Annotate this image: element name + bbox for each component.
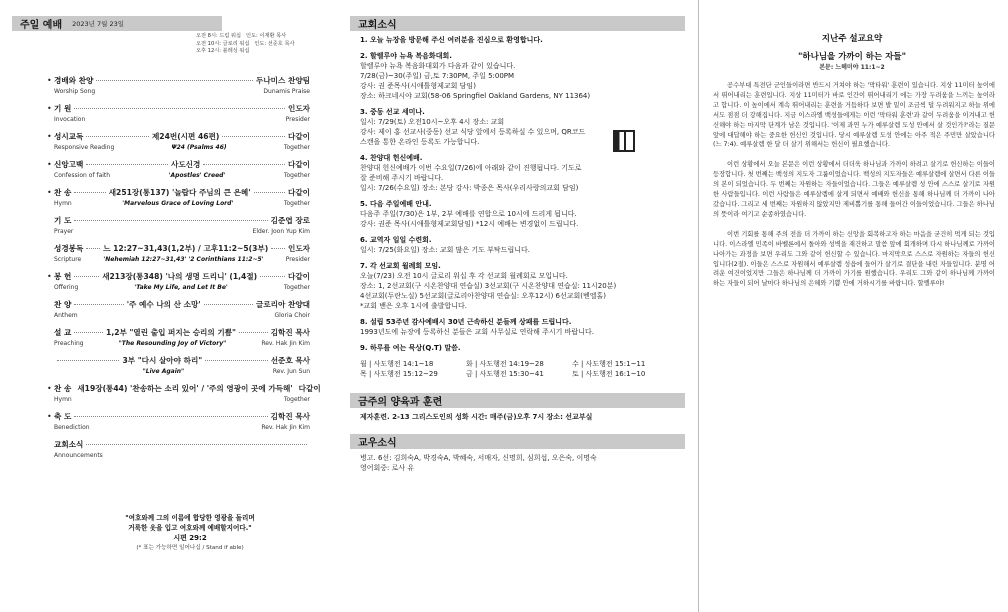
service-item-leader: 다같이: [288, 272, 311, 281]
service-item-name-en: Invocation: [54, 116, 86, 123]
news-item: [360, 235, 677, 255]
bullet-icon: •: [47, 412, 52, 421]
news-item-line: 강사: 제이 홍 선교사(중동) 선교 식당 앞에서 등록하실 수 있으며, QR코드: [360, 128, 586, 136]
bullet-icon: •: [47, 160, 52, 169]
service-item-leader-en: Dunamis Praise: [263, 88, 310, 95]
service-item-name: 기 원: [54, 104, 72, 113]
service-item-english: [54, 284, 310, 292]
news-item-line: 스캔을 통한 온라인 등록도 가능합니다.: [360, 138, 480, 146]
news-item-line: 일시: 7/29(토) 오전10시~오후 4시 장소: 교회: [360, 118, 505, 126]
training-line: 제자훈련. 2-13 그리스도인의 성화 시간: 매주(금)오후 7시 장소: 선교부실: [360, 413, 593, 421]
training-header-title: 금주의 양육과 훈련: [358, 397, 443, 408]
service-item-leader: 다같이: [288, 132, 311, 141]
service-item-content: 새251장(통137) '놀랍다 주님의 큰 은혜': [108, 188, 251, 197]
news-item-line: 찬양대 헌신예배가 이번 수요일(7/26)에 아래와 같이 진행됩니다. 기도로: [360, 164, 582, 172]
service-item-content: 제24번(시편 46편): [151, 132, 220, 141]
news-item-line: 1993년도에 뉴장에 등록하신 분들은 교회 사무실로 연락해 주시기 바랍니다.: [360, 328, 594, 336]
dotted-leader: [239, 332, 268, 333]
service-item-content-en: "Live Again": [142, 368, 185, 375]
worship-order-column: [0, 0, 340, 612]
service-item-content: 사도신경: [171, 160, 201, 169]
news-item-title: 5. 다음 주일예배 안내.: [360, 200, 432, 208]
service-item: [47, 188, 310, 198]
service-item-leader: 김학진 목사: [270, 328, 311, 337]
service-item-leader: 김준엽 장로: [270, 216, 310, 225]
service-item-content: '주 예수 나의 산 소망': [126, 300, 201, 309]
dotted-leader: [57, 360, 119, 361]
qt-cell: 수 | 사도행전 15:1~11: [572, 360, 646, 368]
service-item-english: [54, 368, 310, 376]
service-item-leader-en: Rev. Hak Jin Kim: [261, 424, 310, 431]
sermon-paragraph: 이번 기회를 통해 주의 전을 더 가까이 하는 신앙을 회복하고자 하는 마음을 굳건히 먹게 되는 것입니다. 이스라엘 민족이 바벨론에서 돌아와 성벽을 재건하고 말씀 앞에 회개하며 다시 하나님께로 가까이 나아가는 과정을 보면 우리도 그와 같이 헌신할 수 있습니다. 마지막으로 스스로 자원하는 자들의 헌신입니다(2절). 이들은 스스로 자원해서 예루살렘 성읍에 들어가 살기로 결단을 내린 자들입니다. 분명 어려운 여건이었지만 그들은 하나님께 더 가까이 가기를 원했습니다. 우리도 그와 같이 하나님께 가까이 하는 자들이 되어 날마다 하나님의 은혜와 기쁨 안에 거하시기를 바랍니다. 할렐루야!: [713, 230, 995, 288]
service-item-name: 설 교: [54, 328, 72, 337]
sermon-summary-column: [698, 0, 1005, 612]
dotted-leader: [86, 248, 100, 249]
qt-cell: 화 | 사도행전 14:19~28: [466, 360, 544, 368]
news-item: [360, 51, 677, 101]
service-item-name-en: Confession of faith: [54, 172, 111, 179]
service-item-leader-en: Elder. Joon Yup Kim: [252, 228, 310, 235]
stand-note: (* 표는 가능하면 일어나십 / Stand if able): [136, 545, 244, 551]
service-item: [54, 356, 310, 366]
news-item-line: 7/28(금)~30(주일) 금,토 7:30PM, 주일 5:00PM: [360, 72, 515, 80]
service-item-leader-en: Gloria Choir: [274, 312, 310, 319]
service-times: [196, 33, 294, 56]
service-item-leader: 두나미스 찬양팀: [256, 76, 310, 85]
service-item: [54, 440, 310, 450]
service-item-name: 축 도: [54, 412, 72, 421]
service-item-leader: 다같이: [287, 188, 310, 197]
qt-cell: 금 | 사도행전 15:30~41: [466, 370, 544, 378]
worship-header-title: 주일 예배: [20, 20, 63, 31]
service-item-name: 찬 송: [54, 384, 72, 393]
news-item: [360, 153, 677, 193]
qt-cell: 월 | 사도행전 14:1~18: [360, 360, 434, 368]
service-item-name-en: Worship Song: [54, 88, 96, 95]
service-item-name: 기 도: [54, 216, 72, 225]
news-item-line: 일시: 7/25(화요일) 장소: 교회 많은 기도 부탁드립니다.: [360, 246, 530, 254]
dotted-leader: [204, 304, 253, 305]
dotted-leader: [86, 444, 307, 445]
dotted-leader: [254, 192, 285, 193]
dotted-leader: [74, 332, 103, 333]
qt-cell: 토 | 사도행전 16:1~10: [572, 370, 646, 378]
bullet-icon: •: [47, 188, 52, 197]
news-item-line: 잘 준비해 주시기 바랍니다.: [360, 174, 444, 182]
dotted-leader: [203, 164, 285, 165]
service-item-leader-en: Rev. Jun Sun: [272, 368, 310, 375]
dotted-leader: [74, 220, 267, 221]
dotted-leader: [74, 416, 267, 417]
service-item: [47, 76, 310, 86]
dotted-leader: [74, 304, 123, 305]
service-time-label: 오전 8시: 드림 워십: [196, 33, 242, 39]
service-item-leader-en: Together: [283, 172, 310, 179]
sermon-heading: [699, 32, 1005, 71]
service-item-name-en: Responsive Reading: [54, 144, 115, 151]
service-item-leader-en: Presider: [285, 116, 310, 123]
news-item-title: 3. 중동 선교 세미나.: [360, 108, 425, 116]
news-item-title: 2. 할렐루야 뉴욕 복음화대회.: [360, 52, 452, 60]
service-item-content-en: "The Resounding Joy of Victory": [118, 340, 227, 347]
sermon-paragraph: 공수부대 특전단 군인들이라면 반드시 거쳐야 하는 '막타워' 훈련이 있습니다. 지상 11미터 높이에서 뛰어내리는 훈련입니다. 지상 11미터가 바로 인간이 뛰어내리기 에는 가장 두려움을 느끼는 높이라고 합니다. 이 높이에서 계속 뛰어내리는 훈련을 거듭하다 보면 발 밑이 조금씩 덜 두려워지고 하늘 위에서도 점점 더 강해집니다. 지금 이스라엘 백성들에게는 이런 '막타워 훈련'과 같이 두려움을 이겨내고 헌신해야 하는 마지막 단계가 남은 것입니다. '이제 과연 누가 예루살렘 도성 안에서 살 것인가?'라는 질문 앞에 대답해야 하는 중요한 헌신인 것입니다. 당시 예루살렘 도성 안에는 아주 적은 주민만 살았습니다(느 7:4). 예루살렘 한 달 더 살기 위해서는 헌신이 필요했습니다.: [713, 82, 995, 149]
service-item-name-en: Benediction: [54, 424, 90, 431]
news-item-line: 할렐루야 뉴욕 복음화대회가 다음과 같이 있습니다.: [360, 62, 516, 70]
news-item-line: 강사: 권준 목사(시애틀형제교회담임) *12시 예배는 변경없이 드립니다.: [360, 220, 579, 228]
news-item: [360, 199, 677, 229]
service-item-english: [54, 144, 310, 152]
news-item-title: 8. 설립 53주년 감사예배시 30년 근속하신 분들께 상패를 드립니다.: [360, 318, 572, 326]
news-header-title: 교회소식: [358, 20, 397, 31]
news-item: [360, 35, 677, 45]
news-item-line: 오늘(7/23) 오전 10시 글로리 워십 후 각 선교회 월례회로 모입니다.: [360, 272, 568, 280]
worship-header: [12, 16, 222, 31]
service-item-leader-en: Presider: [285, 256, 310, 263]
service-item-leader: 선준호 목사: [270, 356, 311, 365]
news-item-title: 7. 각 선교회 월례회 모임.: [360, 262, 441, 270]
news-header: [350, 16, 685, 31]
service-item: [54, 328, 310, 338]
service-item-leader-en: Together: [283, 396, 310, 403]
members-header: [350, 434, 685, 449]
service-item-leader-en: Together: [283, 200, 310, 207]
service-item-english: [54, 452, 310, 460]
members-line: 병고. 6선: 김희숙A, 박경숙A, 박혜숙, 서매자, 신명희, 심희섭, 오은숙, 이명숙: [360, 454, 597, 462]
sermon-label: 지난주 설교요약: [821, 34, 883, 44]
service-item-leader-en: Together: [283, 144, 310, 151]
dotted-leader: [74, 192, 105, 193]
news-column: [350, 0, 685, 612]
quote-line: "여호와께 그의 이름에 합당한 영광을 돌리며: [125, 514, 255, 522]
qt-schedule: [350, 355, 685, 379]
service-item-content-en: 'Apostles' Creed': [168, 172, 226, 179]
service-item-leader: 인도자: [287, 104, 310, 113]
news-item-line: 일시: 7/26(수요일) 장소: 본당 강사: 박종은 목사(우리사랑의교회 담임): [360, 184, 579, 192]
qt-table: [360, 359, 677, 379]
service-item-english: [54, 396, 310, 404]
news-item: [360, 261, 677, 311]
news-item: [360, 343, 677, 353]
service-item-name: 교회소식: [54, 440, 84, 449]
worship-date: 2023년 7월 23일: [72, 20, 125, 28]
sermon-paragraph: 이런 상황에서 오늘 본문은 이런 상황에서 더더욱 하나님과 가까이 하려고 살기로 헌신하는 이들이 등장합니다. 첫 번째는 백성의 지도자 그룹이었습니다. 백성의 지도자들은 예루살렘에 살면서 다른 이들의 본이 되었습니다. 두 번째는 자원하는 자들이었습니다. 그들은 예루살렘 성 안에 스스로 살기로 자원한 사람들입니다. 이런 사람들은 예루살렘에 살게 되면서 예배와 헌신을 통해 하나님께 더 가까이 나아갔습니다. 그리고 세 번째는 자원하지 않았지만 제비뽑기를 통해 들어간 이들이었습니다. 그들은 하나님의 뜻이라 여기고 순종하였습니다.: [713, 161, 995, 218]
service-leader: 인도: 이재환 목사: [246, 33, 287, 39]
service-item-english: [54, 228, 310, 236]
dotted-leader: [96, 80, 253, 81]
qr-code-icon: [613, 130, 635, 152]
dotted-leader: [260, 276, 285, 277]
service-leader: 인도: 선준호 목사: [254, 40, 295, 47]
dotted-leader: [205, 360, 267, 361]
service-item-name: 봉 헌: [54, 272, 72, 281]
bullet-icon: •: [47, 272, 52, 281]
service-item: [47, 272, 311, 282]
members-line: 영어회중: 로사 유: [360, 464, 415, 472]
news-item-line: 장소: 1, 2선교회(구 시온찬양대 연습실) 3선교회(구 시온찬양대 연습실: 11시20분): [360, 282, 617, 290]
qt-cell: 목 | 사도행전 15:12~29: [360, 370, 438, 378]
service-time-row: [196, 33, 294, 41]
service-item-name-en: Anthem: [54, 312, 78, 319]
dotted-leader: [74, 276, 99, 277]
bullet-icon: •: [47, 132, 52, 141]
service-item-leader: 글로리아 찬양대: [256, 300, 310, 309]
service-item-name-en: Offering: [54, 284, 79, 291]
service-item-name-en: Prayer: [54, 228, 74, 235]
service-item: [47, 412, 310, 422]
service-item-content: 3부 "다시 살아야 하리": [122, 356, 203, 365]
dotted-leader: [222, 136, 285, 137]
service-time-row: [196, 48, 294, 56]
quote-line: 거룩한 옷을 입고 여호와께 예배할지어다.": [128, 524, 252, 532]
dotted-leader: [86, 164, 168, 165]
service-item-english: [54, 116, 310, 124]
service-item-leader-en: Together: [283, 284, 310, 291]
service-item-content: 느 12:27~31,43(1,2부) / 고후11:2~5(3부): [103, 244, 269, 253]
news-list: [350, 31, 685, 353]
sermon-reference: 본문: 느헤미야 11:1~2: [819, 64, 885, 71]
sermon-title: "하나님을 가까이 하는 자들": [797, 52, 907, 62]
service-item-english: [54, 312, 310, 320]
news-item-title: 4. 찬양대 헌신예배.: [360, 154, 423, 162]
service-item-english: [54, 424, 310, 432]
service-item-content-en: Ψ24 (Psalms 46): [171, 144, 227, 151]
service-item-name-en: Hymn: [54, 396, 72, 403]
training-body: [350, 408, 685, 422]
training-header: [350, 393, 685, 408]
service-item-content: 새19장(통44) '찬송하는 소리 있어' / '주의 영광이 곳에 가득해': [77, 384, 293, 393]
service-item-leader: 김학진 목사: [270, 412, 310, 421]
service-item-content: 새213장(통348) '나의 생명 드리니' (1,4절): [102, 272, 258, 281]
service-item-name-en: Hymn: [54, 200, 72, 207]
service-item: [54, 216, 310, 226]
bullet-icon: •: [47, 76, 52, 85]
service-item: [54, 244, 310, 254]
service-item: [47, 384, 321, 394]
service-item-leader-en: Rev. Hak Jin Kim: [261, 340, 310, 347]
service-item-content-en: 'Take My Life, and Let It Be': [134, 284, 228, 291]
service-item-english: [54, 340, 310, 348]
scripture-quote: [105, 513, 275, 553]
service-item: [47, 160, 311, 170]
service-item-content: 1,2부 "열린 출입 퍼지는 승리의 기쁨": [106, 328, 236, 337]
bullet-icon: •: [47, 384, 52, 393]
service-item-content-en: 'Nehemiah 12:27~31,43' '2 Corinthians 11:2~5': [103, 256, 264, 263]
service-item: [54, 300, 310, 310]
news-item-line: *교회 밴은 오후 1시에 출발합니다.: [360, 302, 467, 310]
quote-reference: 시편 29:2: [173, 534, 207, 542]
service-item-english: [54, 256, 310, 264]
news-item-line: 강사: 권 준목사(시애틀형제교회 담임): [360, 82, 476, 90]
members-header-title: 교우소식: [358, 438, 397, 449]
news-item: [360, 317, 677, 337]
service-item-leader: 다같이: [298, 384, 321, 393]
service-item-name: 신앙고백: [54, 160, 84, 169]
dotted-leader: [74, 108, 285, 109]
service-item-name: 성경봉독: [54, 244, 84, 253]
news-item-title: 6. 교역자 일일 수련회.: [360, 236, 432, 244]
bullet-icon: •: [47, 104, 52, 113]
service-item-name: 찬 양: [54, 300, 72, 309]
dotted-leader: [271, 248, 285, 249]
service-time-label: 오전 10시: 글로리 워십: [196, 40, 250, 47]
news-item-line: 4선교회(두란노실) 5선교회(글로리아찬양대 연습실: 오후12시) 6선교회(벧엘홀): [360, 292, 607, 300]
news-item-line: 다음주 주일(7/30)은 1부, 2부 예배를 연합으로 10시에 드리게 됩니다.: [360, 210, 577, 218]
service-item: [47, 104, 310, 114]
service-item-english: [54, 200, 310, 208]
service-item-name-en: Preaching: [54, 340, 84, 347]
service-item-name: 성시교독: [54, 132, 84, 141]
service-item-name: 찬 송: [54, 188, 72, 197]
service-time-label: 오후 12시: 블레싱 워십: [196, 48, 250, 55]
order-of-service: [47, 76, 321, 468]
dotted-leader: [86, 136, 149, 137]
service-item-leader: 인도자: [288, 244, 311, 253]
members-body: [350, 449, 685, 473]
service-item: [47, 132, 311, 142]
news-item-title: 9. 하루를 여는 묵상(Q.T) 말씀.: [360, 344, 461, 352]
service-item-name-en: Announcements: [54, 452, 103, 459]
news-item-line: 장소: 하크네시야 교회(58-06 Springfiel Oakland Gardens, NY 11364): [360, 92, 591, 100]
service-item-english: [54, 88, 310, 96]
service-item-english: [54, 172, 310, 180]
news-item-title: 1. 오늘 뉴장을 방문해 주신 여러분을 진심으로 환영합니다.: [360, 36, 543, 44]
service-item-leader: 다같이: [288, 160, 311, 169]
service-item-content-en: 'Marvelous Grace of Loving Lord': [122, 200, 234, 207]
service-item-name: 경배와 찬양: [54, 76, 94, 85]
service-item-name-en: Scripture: [54, 256, 82, 263]
